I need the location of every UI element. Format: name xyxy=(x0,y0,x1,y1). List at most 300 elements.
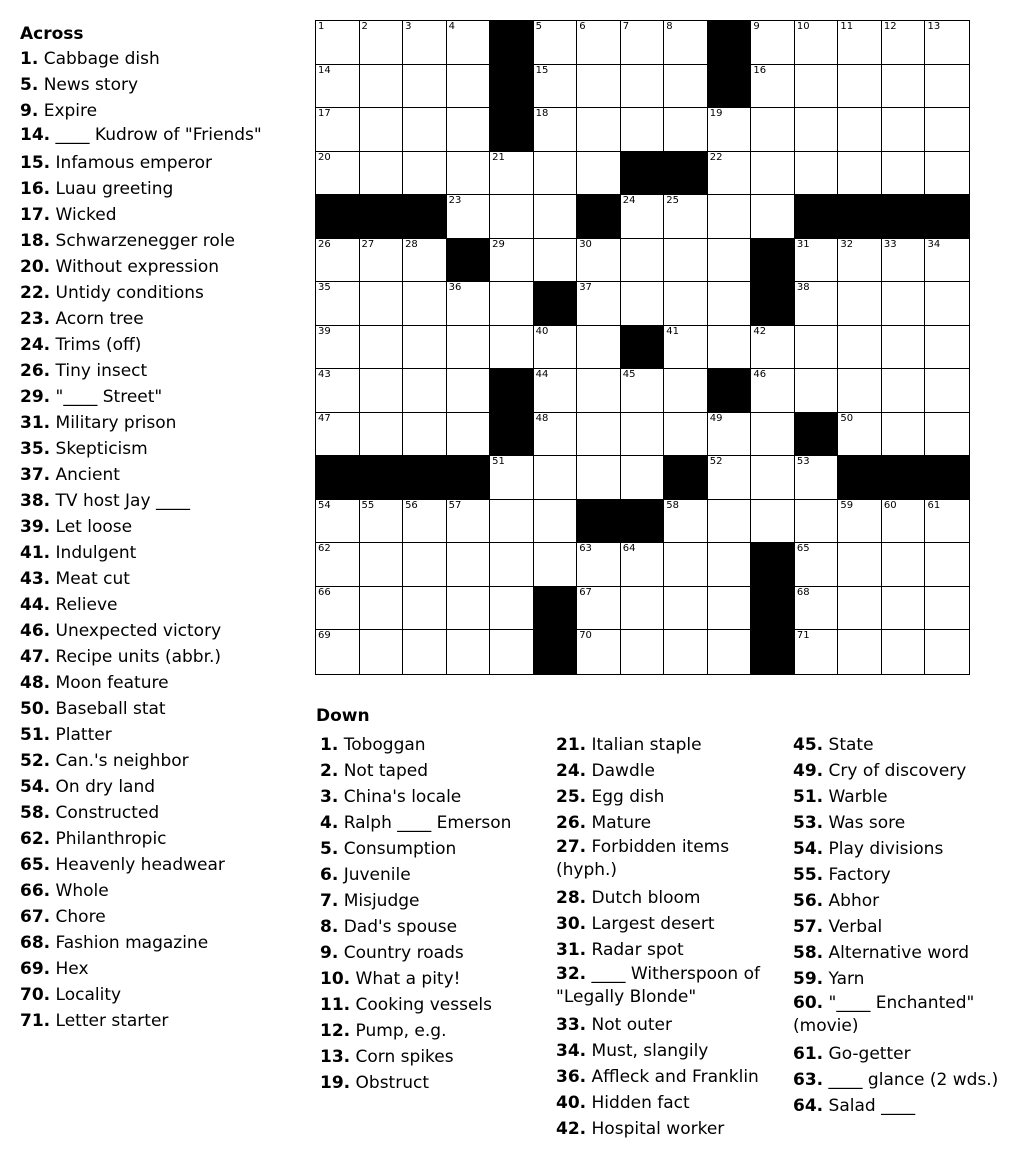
grid-cell[interactable] xyxy=(664,21,708,65)
black-square xyxy=(664,456,708,500)
clue-text: Cooking vessels xyxy=(350,995,493,1015)
clue-number: 60. xyxy=(793,993,824,1013)
grid-cell[interactable] xyxy=(708,543,752,587)
grid-cell[interactable] xyxy=(316,21,360,65)
clue-text: Abhor xyxy=(823,891,880,911)
clue-text: Warble xyxy=(823,787,888,807)
grid-cell[interactable] xyxy=(403,326,447,370)
grid-cell[interactable] xyxy=(577,630,621,674)
clue-number: 57. xyxy=(793,917,824,937)
clue-number: 42. xyxy=(556,1119,587,1139)
grid-cell[interactable] xyxy=(925,326,969,370)
grid-cell[interactable] xyxy=(795,21,839,65)
grid-cell[interactable] xyxy=(360,65,404,109)
clue-text: Radar spot xyxy=(586,940,684,960)
grid-cell[interactable] xyxy=(403,630,447,674)
grid-cell[interactable] xyxy=(882,413,926,457)
clue-number: 23. xyxy=(20,309,51,329)
grid-cell[interactable] xyxy=(925,369,969,413)
clue-number: 1. xyxy=(320,735,339,755)
grid-cell[interactable] xyxy=(664,413,708,457)
clue-item xyxy=(20,280,310,306)
black-square xyxy=(490,108,534,152)
grid-cell[interactable] xyxy=(447,21,491,65)
clue-number: 59. xyxy=(793,969,824,989)
grid-cell[interactable] xyxy=(664,108,708,152)
grid-cell[interactable] xyxy=(403,21,447,65)
cell-number: 66 xyxy=(318,586,331,598)
grid-cell[interactable] xyxy=(621,108,665,152)
clue-text: Was sore xyxy=(823,813,906,833)
grid-cell[interactable] xyxy=(403,239,447,283)
clue-item xyxy=(20,72,310,98)
grid-cell[interactable] xyxy=(708,413,752,457)
grid-cell[interactable] xyxy=(664,587,708,631)
clue-text: ____ Witherspoon of "Legally Blonde" xyxy=(556,964,760,1007)
clue-number: 29. xyxy=(20,387,51,407)
clue-number: 17. xyxy=(20,205,51,225)
clue-item xyxy=(793,966,1018,992)
grid-cell[interactable] xyxy=(316,630,360,674)
grid-cell[interactable] xyxy=(925,630,969,674)
grid-cell[interactable] xyxy=(708,108,752,152)
grid-cell[interactable] xyxy=(447,152,491,196)
grid-cell[interactable] xyxy=(447,543,491,587)
grid-cell[interactable] xyxy=(664,65,708,109)
cell-number: 17 xyxy=(318,108,331,120)
grid-cell[interactable] xyxy=(316,65,360,109)
clue-number: 30. xyxy=(556,914,587,934)
grid-cell[interactable] xyxy=(621,630,665,674)
grid-cell[interactable] xyxy=(534,239,578,283)
grid-cell[interactable] xyxy=(664,195,708,239)
clue-text: Juvenile xyxy=(338,865,411,885)
clue-text: Ancient xyxy=(50,465,120,485)
grid-cell[interactable] xyxy=(751,369,795,413)
black-square xyxy=(490,413,534,457)
clue-number: 63. xyxy=(793,1070,824,1090)
grid-cell[interactable] xyxy=(621,413,665,457)
grid-cell[interactable] xyxy=(621,456,665,500)
clue-item xyxy=(20,410,310,436)
grid-cell[interactable] xyxy=(751,195,795,239)
clue-text: Egg dish xyxy=(586,787,665,807)
grid-cell[interactable] xyxy=(621,543,665,587)
grid-cell[interactable] xyxy=(534,456,578,500)
cell-number: 63 xyxy=(579,543,592,555)
grid-cell[interactable] xyxy=(751,413,795,457)
clue-text: Without expression xyxy=(50,257,220,277)
grid-cell[interactable] xyxy=(534,369,578,413)
clue-item xyxy=(20,514,310,540)
grid-cell[interactable] xyxy=(403,543,447,587)
grid-cell[interactable] xyxy=(403,587,447,631)
grid-cell[interactable] xyxy=(447,326,491,370)
grid-cell[interactable] xyxy=(490,630,534,674)
cell-number: 28 xyxy=(405,238,418,250)
cell-number: 22 xyxy=(709,151,723,163)
grid-cell[interactable] xyxy=(925,587,969,631)
grid-cell[interactable] xyxy=(925,543,969,587)
clue-item xyxy=(20,124,310,147)
clue-number: 47. xyxy=(20,647,51,667)
grid-cell[interactable] xyxy=(838,413,882,457)
grid-cell[interactable] xyxy=(534,413,578,457)
grid-cell[interactable] xyxy=(664,239,708,283)
clue-number: 32. xyxy=(556,964,587,984)
grid-cell[interactable] xyxy=(882,239,926,283)
grid-cell[interactable] xyxy=(882,108,926,152)
grid-cell[interactable] xyxy=(838,630,882,674)
grid-cell[interactable] xyxy=(360,369,404,413)
clue-item xyxy=(320,992,550,1018)
clue-text: Consumption xyxy=(338,839,457,859)
cell-number: 3 xyxy=(405,21,412,32)
clue-text: Hidden fact xyxy=(586,1093,690,1113)
grid-cell[interactable] xyxy=(316,543,360,587)
grid-cell[interactable] xyxy=(534,152,578,196)
grid-cell[interactable] xyxy=(534,500,578,544)
black-square xyxy=(534,282,578,326)
grid-cell[interactable] xyxy=(838,282,882,326)
grid-cell[interactable] xyxy=(664,326,708,370)
grid-cell[interactable] xyxy=(621,282,665,326)
grid-cell[interactable] xyxy=(316,239,360,283)
clue-item xyxy=(320,732,550,758)
grid-cell[interactable] xyxy=(751,152,795,196)
grid-cell[interactable] xyxy=(447,282,491,326)
clue-text: Cry of discovery xyxy=(823,761,967,781)
grid-cell[interactable] xyxy=(534,543,578,587)
clue-text: Philanthropic xyxy=(50,829,167,849)
grid-cell[interactable] xyxy=(838,21,882,65)
clue-text: Not taped xyxy=(338,761,429,781)
clue-text: Meat cut xyxy=(50,569,130,589)
grid-cell[interactable] xyxy=(882,500,926,544)
grid-cell[interactable] xyxy=(925,282,969,326)
clue-item xyxy=(20,46,310,72)
grid-cell[interactable] xyxy=(577,369,621,413)
clue-text: Heavenly headwear xyxy=(50,855,225,875)
clue-number: 49. xyxy=(793,761,824,781)
black-square xyxy=(664,152,708,196)
grid-cell[interactable] xyxy=(882,65,926,109)
clue-number: 9. xyxy=(320,943,339,963)
clue-number: 64. xyxy=(793,1096,824,1116)
grid-cell[interactable] xyxy=(664,543,708,587)
grid-cell[interactable] xyxy=(316,413,360,457)
clue-item xyxy=(20,228,310,254)
grid-cell[interactable] xyxy=(925,239,969,283)
clue-number: 62. xyxy=(20,829,51,849)
black-square xyxy=(360,195,404,239)
clue-number: 24. xyxy=(556,761,587,781)
grid-cell[interactable] xyxy=(577,152,621,196)
black-square xyxy=(882,456,926,500)
grid-cell[interactable] xyxy=(882,21,926,65)
grid-cell[interactable] xyxy=(882,630,926,674)
grid-cell[interactable] xyxy=(447,65,491,109)
clue-text: ____ Kudrow of "Friends" xyxy=(50,125,262,145)
clue-text: Forbidden items (hyph.) xyxy=(556,837,730,880)
grid-cell[interactable] xyxy=(316,108,360,152)
grid-cell[interactable] xyxy=(795,369,839,413)
grid-cell[interactable] xyxy=(490,239,534,283)
clue-number: 50. xyxy=(20,699,51,719)
grid-cell[interactable] xyxy=(925,21,969,65)
grid-cell[interactable] xyxy=(447,195,491,239)
grid-cell[interactable] xyxy=(577,456,621,500)
grid-cell[interactable] xyxy=(316,369,360,413)
grid-cell[interactable] xyxy=(403,369,447,413)
grid-cell[interactable] xyxy=(316,500,360,544)
grid-cell[interactable] xyxy=(708,152,752,196)
grid-cell[interactable] xyxy=(708,282,752,326)
grid-cell[interactable] xyxy=(838,152,882,196)
cell-number: 24 xyxy=(622,195,636,207)
grid-cell[interactable] xyxy=(490,500,534,544)
grid-cell[interactable] xyxy=(882,326,926,370)
clue-item xyxy=(320,1018,550,1044)
grid-cell[interactable] xyxy=(316,326,360,370)
clue-text: Go-getter xyxy=(823,1044,911,1064)
grid-cell[interactable] xyxy=(316,282,360,326)
clue-item xyxy=(20,566,310,592)
grid-cell[interactable] xyxy=(621,195,665,239)
clue-text: TV host Jay ____ xyxy=(50,491,190,511)
grid-cell[interactable] xyxy=(621,369,665,413)
grid-cell[interactable] xyxy=(534,195,578,239)
grid-cell[interactable] xyxy=(838,239,882,283)
black-square xyxy=(751,282,795,326)
clue-text: Largest desert xyxy=(586,914,715,934)
clue-number: 26. xyxy=(556,813,587,833)
grid-cell[interactable] xyxy=(360,543,404,587)
grid-cell[interactable] xyxy=(795,500,839,544)
clue-item xyxy=(793,784,1018,810)
grid-cell[interactable] xyxy=(360,413,404,457)
grid-cell[interactable] xyxy=(882,282,926,326)
grid-cell[interactable] xyxy=(925,108,969,152)
cell-number: 16 xyxy=(753,64,767,76)
grid-cell[interactable] xyxy=(838,65,882,109)
clue-text: State xyxy=(823,735,874,755)
grid-cell[interactable] xyxy=(447,500,491,544)
grid-cell[interactable] xyxy=(577,65,621,109)
grid-cell[interactable] xyxy=(490,326,534,370)
clue-number: 4. xyxy=(320,813,339,833)
grid-cell[interactable] xyxy=(925,65,969,109)
grid-cell[interactable] xyxy=(882,152,926,196)
grid-cell[interactable] xyxy=(447,630,491,674)
clue-item xyxy=(20,722,310,748)
grid-cell[interactable] xyxy=(925,152,969,196)
grid-cell[interactable] xyxy=(403,413,447,457)
grid-cell[interactable] xyxy=(577,413,621,457)
clue-number: 38. xyxy=(20,491,51,511)
clue-item xyxy=(793,810,1018,836)
grid-cell[interactable] xyxy=(882,369,926,413)
grid-cell[interactable] xyxy=(577,21,621,65)
grid-cell[interactable] xyxy=(925,500,969,544)
grid-cell[interactable] xyxy=(360,152,404,196)
grid-cell[interactable] xyxy=(403,108,447,152)
grid-cell[interactable] xyxy=(490,587,534,631)
grid-cell[interactable] xyxy=(360,587,404,631)
cell-number: 14 xyxy=(318,64,331,76)
grid-cell[interactable] xyxy=(447,587,491,631)
grid-cell[interactable] xyxy=(360,326,404,370)
grid-cell[interactable] xyxy=(664,500,708,544)
grid-cell[interactable] xyxy=(621,239,665,283)
grid-cell[interactable] xyxy=(577,282,621,326)
grid-cell[interactable] xyxy=(795,543,839,587)
grid-cell[interactable] xyxy=(708,456,752,500)
grid-cell[interactable] xyxy=(795,630,839,674)
grid-cell[interactable] xyxy=(621,21,665,65)
grid-cell[interactable] xyxy=(795,587,839,631)
grid-cell[interactable] xyxy=(795,326,839,370)
grid-cell[interactable] xyxy=(403,152,447,196)
grid-cell[interactable] xyxy=(708,630,752,674)
grid-cell[interactable] xyxy=(360,282,404,326)
grid-cell[interactable] xyxy=(577,108,621,152)
grid-cell[interactable] xyxy=(316,587,360,631)
cell-number: 38 xyxy=(796,282,810,294)
grid-cell[interactable] xyxy=(751,21,795,65)
grid-cell[interactable] xyxy=(360,500,404,544)
grid-cell[interactable] xyxy=(534,108,578,152)
grid-cell[interactable] xyxy=(577,326,621,370)
grid-cell[interactable] xyxy=(795,108,839,152)
grid-cell[interactable] xyxy=(447,108,491,152)
grid-cell[interactable] xyxy=(838,587,882,631)
grid-cell[interactable] xyxy=(360,239,404,283)
grid-cell[interactable] xyxy=(447,369,491,413)
black-square xyxy=(490,65,534,109)
clue-number: 15. xyxy=(20,153,51,173)
grid-cell[interactable] xyxy=(751,326,795,370)
clue-number: 22. xyxy=(20,283,51,303)
grid-cell[interactable] xyxy=(882,587,926,631)
grid-cell[interactable] xyxy=(621,587,665,631)
cell-number: 59 xyxy=(840,499,854,511)
grid-cell[interactable] xyxy=(838,500,882,544)
grid-cell[interactable] xyxy=(708,195,752,239)
grid-cell[interactable] xyxy=(838,369,882,413)
cell-number: 54 xyxy=(318,499,331,511)
clue-item xyxy=(320,888,550,914)
grid-cell[interactable] xyxy=(490,456,534,500)
grid-cell[interactable] xyxy=(490,152,534,196)
grid-cell[interactable] xyxy=(534,326,578,370)
clue-number: 51. xyxy=(20,725,51,745)
grid-cell[interactable] xyxy=(751,500,795,544)
grid-cell[interactable] xyxy=(360,630,404,674)
grid-cell[interactable] xyxy=(708,500,752,544)
grid-cell[interactable] xyxy=(838,543,882,587)
black-square xyxy=(316,195,360,239)
clue-item xyxy=(20,826,310,852)
down-clue-list-column-3 xyxy=(793,732,1018,1119)
grid-cell[interactable] xyxy=(882,543,926,587)
grid-cell[interactable] xyxy=(403,65,447,109)
cell-number: 71 xyxy=(796,630,810,642)
grid-cell[interactable] xyxy=(838,326,882,370)
grid-cell[interactable] xyxy=(360,21,404,65)
grid-cell[interactable] xyxy=(403,282,447,326)
grid-cell[interactable] xyxy=(751,456,795,500)
clue-number: 41. xyxy=(20,543,51,563)
clue-item xyxy=(20,774,310,800)
clue-text: Infamous emperor xyxy=(50,153,212,173)
black-square xyxy=(621,500,665,544)
clue-item xyxy=(793,836,1018,862)
grid-cell[interactable] xyxy=(490,195,534,239)
grid-cell[interactable] xyxy=(708,587,752,631)
grid-cell[interactable] xyxy=(360,108,404,152)
cell-number: 51 xyxy=(492,456,505,468)
grid-cell[interactable] xyxy=(795,282,839,326)
black-square xyxy=(403,456,447,500)
black-square xyxy=(708,65,752,109)
clue-item xyxy=(556,885,786,911)
grid-cell[interactable] xyxy=(664,369,708,413)
grid-cell[interactable] xyxy=(795,239,839,283)
grid-cell[interactable] xyxy=(577,587,621,631)
clue-item xyxy=(20,1008,310,1034)
grid-cell[interactable] xyxy=(447,413,491,457)
grid-cell[interactable] xyxy=(316,152,360,196)
clue-number: 53. xyxy=(793,813,824,833)
clue-number: 33. xyxy=(556,1015,587,1035)
grid-cell[interactable] xyxy=(534,21,578,65)
grid-cell[interactable] xyxy=(403,500,447,544)
black-square xyxy=(316,456,360,500)
grid-cell[interactable] xyxy=(795,65,839,109)
grid-cell[interactable] xyxy=(664,630,708,674)
grid-cell[interactable] xyxy=(664,282,708,326)
grid-cell[interactable] xyxy=(534,65,578,109)
grid-cell[interactable] xyxy=(490,543,534,587)
cell-number: 32 xyxy=(840,238,854,250)
grid-cell[interactable] xyxy=(621,65,665,109)
cell-number: 50 xyxy=(840,412,854,424)
grid-cell[interactable] xyxy=(708,239,752,283)
black-square xyxy=(795,195,839,239)
cell-number: 46 xyxy=(753,369,767,381)
grid-cell[interactable] xyxy=(795,456,839,500)
grid-cell[interactable] xyxy=(751,65,795,109)
clue-number: 28. xyxy=(556,888,587,908)
grid-cell[interactable] xyxy=(577,239,621,283)
grid-cell[interactable] xyxy=(795,152,839,196)
clue-text: Fashion magazine xyxy=(50,933,209,953)
cell-number: 41 xyxy=(666,325,679,337)
grid-cell[interactable] xyxy=(925,413,969,457)
clue-item xyxy=(556,1090,786,1116)
clue-item xyxy=(20,696,310,722)
clue-item xyxy=(793,862,1018,888)
grid-cell[interactable] xyxy=(708,326,752,370)
grid-cell[interactable] xyxy=(577,543,621,587)
grid-cell[interactable] xyxy=(490,282,534,326)
clue-number: 12. xyxy=(320,1021,351,1041)
clue-item xyxy=(556,810,786,836)
grid-cell[interactable] xyxy=(751,108,795,152)
clue-item xyxy=(793,1093,1018,1119)
grid-cell[interactable] xyxy=(838,108,882,152)
